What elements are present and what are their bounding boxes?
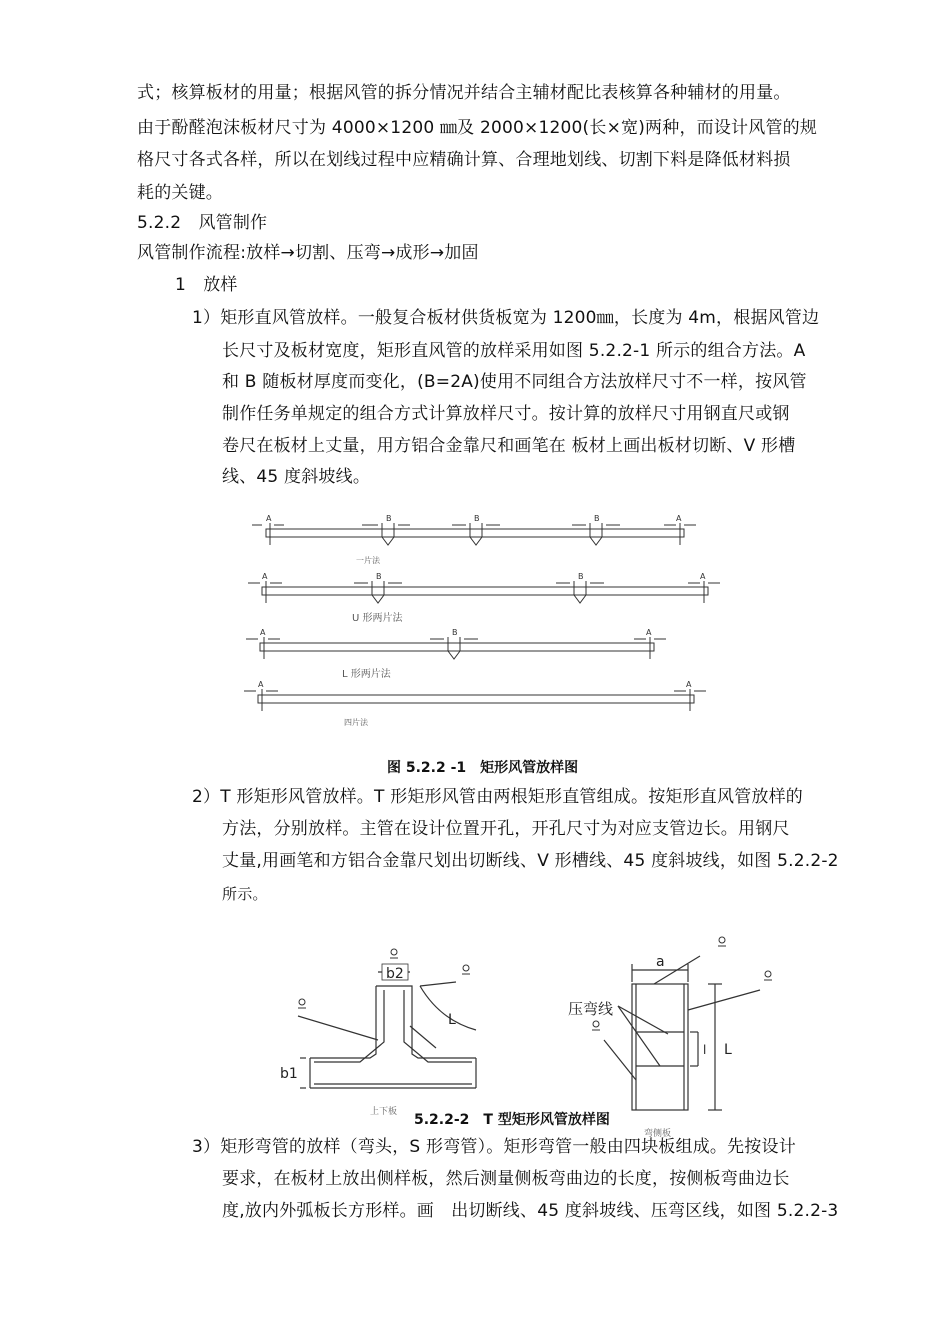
mark-a: A [258, 680, 264, 689]
mark-b: B [386, 514, 392, 523]
text-line: 所示。 [222, 885, 268, 903]
text-line: 制作任务单规定的组合方式计算放样尺寸。按计算的放样尺寸用钢直尺或钢 [222, 404, 790, 424]
layout-row-l-two-piece [246, 637, 666, 659]
t-duct-shape [310, 986, 476, 1088]
label-l: L [724, 1042, 732, 1058]
text-line: 格尺寸各式各样，所以在划线过程中应精确计算、合理地划线、切割下料是降低材料损 [137, 150, 791, 170]
mark-a: A [676, 514, 682, 523]
text-line: 卷尺在板材上丈量，用方铝合金靠尺和画笔在 板材上画出板材切断、V 形槽 [222, 436, 796, 456]
mark-a: A [700, 572, 706, 581]
text-line: 度,放内外弧板长方形样。画 出切断线、45 度斜坡线、压弯区线，如图 5.2.2-3 [222, 1201, 839, 1221]
text-line: 方法，分别放样。主管在设计位置开孔，开孔尺寸为对应支管边长。用钢尺 [222, 819, 790, 839]
layout-row-u-two-piece [248, 581, 720, 603]
label-top-bottom-board: 上下板 [370, 1107, 398, 1117]
figure-duct-layout [0, 505, 950, 745]
text-line: 长尺寸及板材宽度，矩形直风管的放样采用如图 5.2.2-1 所示的组合方法。A [222, 341, 806, 361]
flow-text: 风管制作流程:放样→切割、压弯→成形→加固 [137, 243, 479, 263]
text-line: 3）矩形弯管的放样（弯头，S 形弯管）。矩形弯管一般由四块板组成。先按设计 [192, 1137, 796, 1157]
mark-b: B [452, 628, 458, 637]
method-label: 四片法 [344, 718, 368, 727]
method-label: U 形两片法 [352, 613, 403, 624]
figure-caption: 图 5.2.2 -1 矩形风管放样图 [387, 760, 579, 776]
text-line: 耗的关键。 [137, 183, 223, 203]
mark-a: A [266, 514, 272, 523]
label-a: a [656, 954, 665, 970]
pen-icon [298, 937, 772, 1030]
text-line: 要求，在板材上放出侧样板，然后测量侧板弯曲边的长度，按侧板弯曲边长 [222, 1169, 790, 1189]
label-side-board: 弯侧板 [644, 1129, 672, 1139]
figure-caption: 5.2.2-2 T 型矩形风管放样图 [414, 1112, 610, 1128]
figure-t-duct [0, 930, 950, 1139]
mark-b: B [594, 514, 600, 523]
bend-side-shape [604, 956, 760, 1110]
label-l: L [448, 1012, 456, 1028]
text-line: 和 B 随板材厚度而变化，(B=2A)使用不同组合方法放样尺寸不一样，按风管 [222, 372, 807, 392]
label-b1: b1 [280, 1066, 298, 1082]
label-b2: b2 [386, 966, 404, 982]
label-press-line: 压弯线 [568, 1000, 614, 1018]
layout-row-four-piece [244, 689, 706, 711]
mark-a: A [686, 680, 692, 689]
mark-a: A [262, 572, 268, 581]
mark-a: A [260, 628, 266, 637]
method-label: 一片法 [356, 556, 380, 565]
mark-b: B [376, 572, 382, 581]
text-line: 1）矩形直风管放样。一般复合板材供货板宽为 1200㎜，长度为 4m，根据风管边 [192, 308, 820, 328]
text-line: 丈量,用画笔和方铝合金靠尺划出切断线、V 形槽线、45 度斜坡线，如图 5.2.2-2 [222, 851, 839, 871]
layout-row-one-piece [252, 523, 696, 545]
text-line: 2）T 形矩形风管放样。T 形矩形风管由两根矩形直管组成。按矩形直风管放样的 [192, 787, 803, 807]
mark-a: A [646, 628, 652, 637]
text-line: 由于酚醛泡沫板材尺寸为 4000×1200 ㎜及 2000×1200(长×宽)两种，而设计风管的规 [137, 118, 818, 138]
method-label: L 形两片法 [342, 669, 391, 680]
item-heading: 1 放样 [175, 275, 238, 295]
text-line: 式；核算板材的用量；根据风管的拆分情况并结合主辅材配比表核算各种辅材的用量。 [137, 83, 791, 103]
mark-b: B [474, 514, 480, 523]
label-l-small: l [703, 1043, 707, 1057]
section-heading: 5.2.2 风管制作 [137, 213, 268, 233]
mark-b: B [578, 572, 584, 581]
text-line: 线、45 度斜坡线。 [222, 467, 371, 487]
